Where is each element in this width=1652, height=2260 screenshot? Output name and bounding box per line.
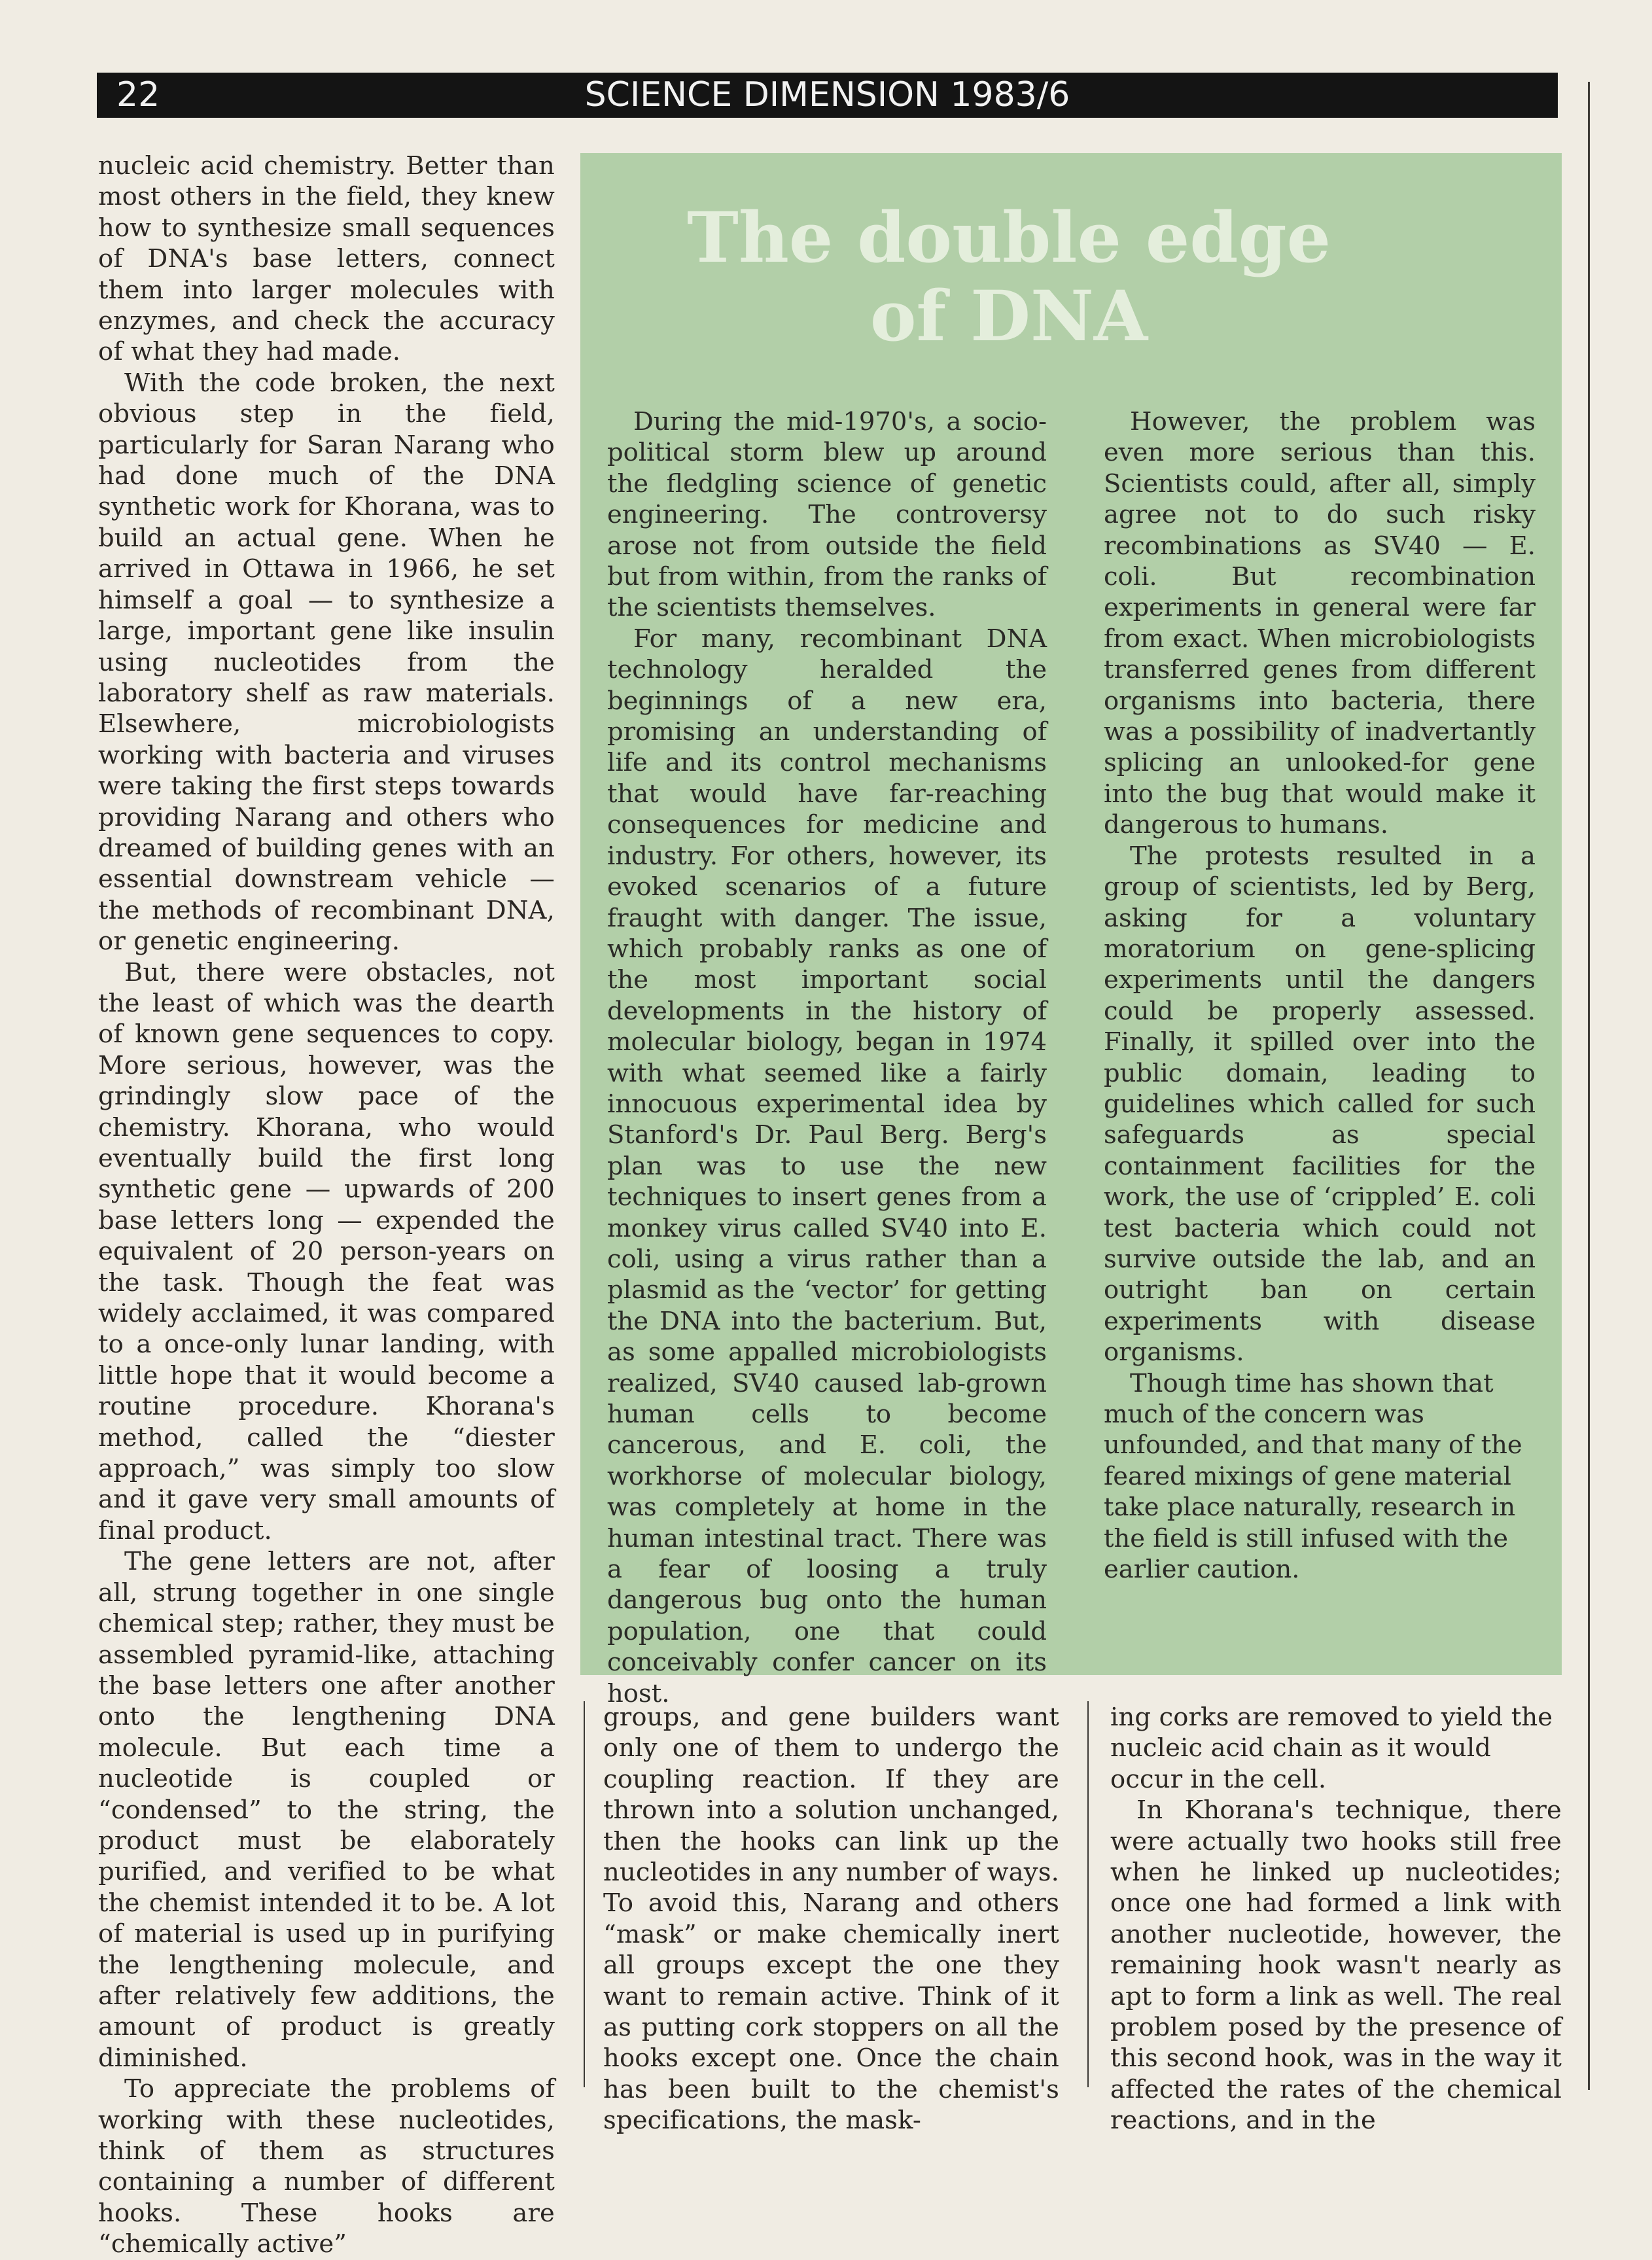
- paragraph: With the code broken, the next obvious step in the field, particularly for Saran Narang who had done much of the DNA synthetic work for Khorana, was to build an actual gene. When he arrived in Ottawa in 1966, he set himself a goal — to synthesize a large, important gene like insulin using nucleotides from the laboratory shelf as raw materials. Elsewhere, microbiologists working with bacteria and viruses were taking the first steps towards providing Narang and others who dreamed of building genes with an essential downstream vehicle — the methods of recombinant DNA, or genetic engineering.: [98, 368, 555, 957]
- middle-column: [603, 1702, 1059, 2136]
- left-column: [98, 150, 555, 2260]
- paragraph: The gene letters are not, after all, strung together in one single chemical step; rather, they must be assembled pyramid-like, attaching the base letters one after another onto the lengthening DNA molecule. But each time a nucleotide is coupled or “condensed” to the string, the product must be elaborately purified, and verified to be what the chemist intended it to be. A lot of material is used up in purifying the lengthening molecule, and after relatively few additions, the amount of product is greatly diminished.: [98, 1547, 555, 2073]
- sidebar-paragraph: For many, recombinant DNA technology heralded the beginnings of a new era, promising an understanding of life and its control mechanisms that would have far-reaching consequences for medicine and industry. For others, however, its evoked scenarios of a future fraught with danger. The issue, which probably ranks as one of the most important social developments in the history of molecular biology, began in 1974 with what seemed like a fairly innocuous experimental idea by Stanford's Dr. Paul Berg. Berg's plan was to use the new techniques to insert genes from a monkey virus called SV40 into E. coli, using a virus rather than a plasmid as the ‘vector’ for getting the DNA into the bacterium. But, as some appalled microbiologists realized, SV40 caused lab-grown human cells to become cancerous, and E. coli, the workhorse of molecular biology, was completely at home in the human intestinal tract. There was a fear of loosing a truly dangerous bug onto the human population, one that could conceivably confer cancer on its host.: [607, 624, 1047, 1708]
- sidebar-column-2: [1104, 406, 1536, 1585]
- paragraph: nucleic acid chemistry. Better than most others in the field, they knew how to synthesize small sequences of DNA's base letters, connect them into larger molecules with enzymes, and check the accuracy of what they had made.: [98, 151, 555, 367]
- paragraph: ing corks are removed to yield the nucleic acid chain as it would occur in the cell.: [1110, 1703, 1553, 1794]
- sidebar-title: The double edge of DNA: [686, 196, 1331, 357]
- page-edge-rule: [1588, 82, 1590, 2090]
- paragraph: To appreciate the problems of working with these nucleotides, think of them as structures containing a number of different hooks. These hooks are “chemically active”: [98, 2074, 555, 2259]
- column-divider: [584, 1701, 585, 2087]
- running-header: [97, 73, 1558, 118]
- sidebar-paragraph: The protests resulted in a group of scientists, led by Berg, asking for a voluntary moratorium on gene-splicing experiments until the dangers could be properly assessed. Finally, it spilled over into the public domain, leading to guidelines which called for such safeguards as special containment facilities for the work, the use of ‘crippled’ E. coli test bacteria which could not survive outside the lab, and an outright ban on certain experiments with disease organisms.: [1104, 841, 1536, 1368]
- sidebar-paragraph: During the mid-1970's, a socio-political storm blew up around the fledgling science of genetic engineering. The controversy arose not from outside the field but from within, from the ranks of the scientists themselves.: [607, 407, 1047, 623]
- paragraph: In Khorana's technique, there were actually two hooks still free when he linked up nucleotides; once one had formed a link with another nucleotide, however, the remaining hook wasn't nearly as apt to form a link as well. The real problem posed by the presence of this second hook, was in the way it affected the rates of the chemical reactions, and in the: [1110, 1795, 1562, 2136]
- paragraph: groups, and gene builders want only one of them to undergo the coupling reaction. If they are thrown into a solution unchanged, then the hooks can link up the nucleotides in any number of ways. To avoid this, Narang and others “mask” or make chemically inert all groups except the one they want to remain active. Think of it as putting cork stoppers on all the hooks except one. Once the chain has been built to the chemist's specifications, the mask-: [603, 1703, 1059, 2136]
- column-divider: [1087, 1701, 1089, 2087]
- sidebar-column-1: [607, 406, 1047, 1709]
- publication-title: SCIENCE DIMENSION 1983/6: [584, 75, 1070, 115]
- page-number: 22: [116, 75, 160, 115]
- sidebar-paragraph: However, the problem was even more serious than this. Scientists could, after all, simply agree not to do such risky recombinations as SV40 — E. coli. But recombination experiments in general were far from exact. When microbiologists transferred genes from different organisms into bacteria, there was a possibility of inadvertantly splicing an unlooked-for gene into the bug that would make it dangerous to humans.: [1104, 407, 1536, 840]
- right-column: [1110, 1702, 1562, 2136]
- sidebar-paragraph: Though time has shown that much of the concern was unfounded, and that many of the feared mixings of gene material take place naturally, research in the field is still infused with the earlier caution.: [1104, 1368, 1522, 1585]
- paragraph: But, there were obstacles, not the least of which was the dearth of known gene sequences to copy. More serious, however, was the grindingly slow pace of the chemistry. Khorana, who would eventually build the first long synthetic gene — upwards of 200 base letters long — expended the equivalent of 20 person-years on the task. Though the feat was widely acclaimed, it was compared to a once-only lunar landing, with little hope that it would become a routine procedure. Khorana's method, called the “diester approach,” was simply too slow and it gave very small amounts of final product.: [98, 957, 555, 1545]
- sidebar-box: [580, 153, 1562, 1708]
